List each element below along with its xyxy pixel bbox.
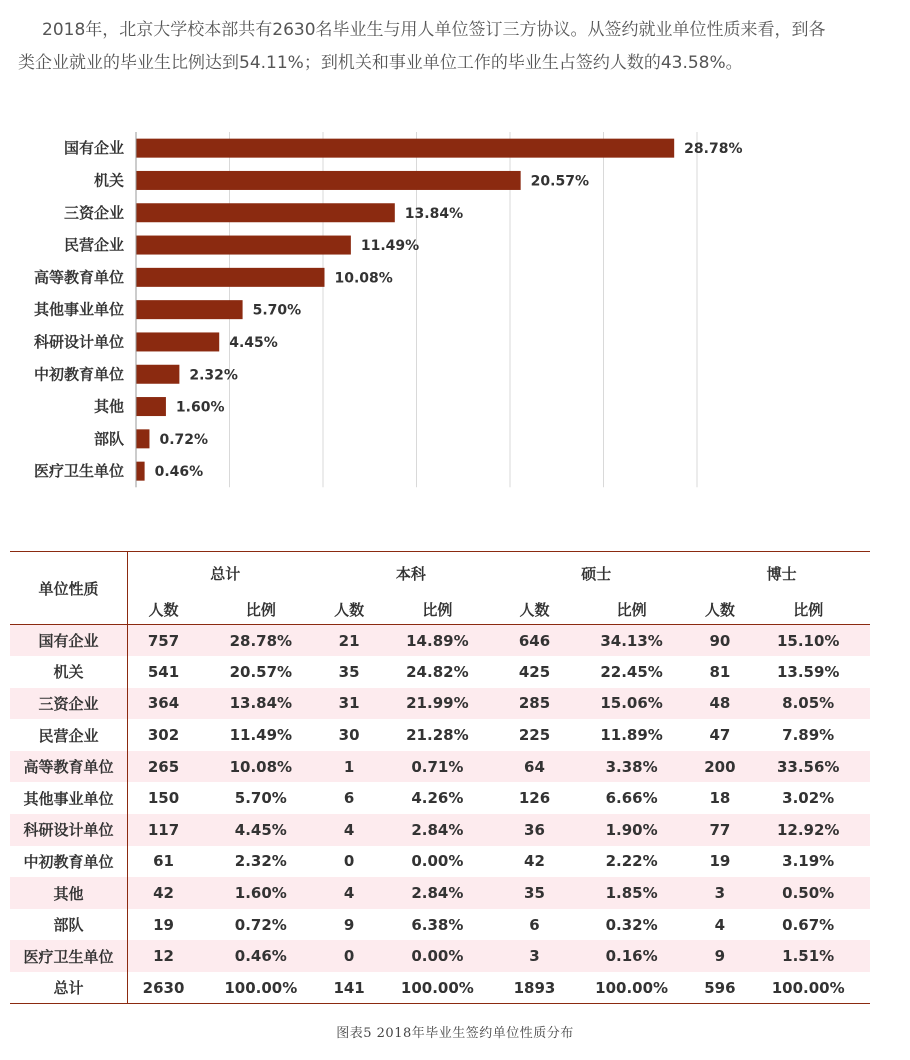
table-cell: 20.57%: [229, 662, 293, 681]
table-cell: 18: [709, 789, 731, 808]
table-cell: 200: [693, 751, 746, 783]
subheader: 比例: [570, 594, 694, 625]
subheader: 比例: [199, 594, 323, 625]
table-cell: 126: [518, 789, 551, 808]
table-cell: 90: [693, 625, 746, 657]
value-label: 20.57%: [530, 173, 589, 190]
category-label: 其他事业单位: [33, 300, 124, 319]
table-cell: 0: [323, 940, 376, 972]
table-cell: 48: [693, 688, 746, 720]
table-cell: 3.19%: [782, 852, 835, 871]
table-cell: 265: [128, 751, 200, 783]
table-cell: 0.72%: [234, 915, 287, 934]
table-cell: 541: [147, 662, 180, 681]
table-cell: 150: [147, 789, 180, 808]
table-row: [10, 940, 870, 972]
row-category: 国有企业: [10, 625, 128, 657]
table-cell: 6: [343, 789, 355, 808]
header-group-bachelor: 本科: [395, 564, 426, 583]
category-label: 中初教育单位: [33, 365, 124, 384]
table-cell: 81: [709, 662, 731, 681]
table-cell: 8.05%: [746, 688, 870, 720]
table-cell: 4.45%: [199, 814, 323, 846]
row-category: 机关: [10, 656, 128, 688]
table-row: [10, 814, 870, 846]
row-category: 总计: [10, 972, 128, 1004]
table-cell: 1: [323, 751, 376, 783]
table-cell: 36: [499, 814, 570, 846]
value-label: 0.72%: [159, 431, 209, 448]
data-table: [10, 551, 870, 1004]
table-cell: 1.60%: [199, 877, 323, 909]
table-cell: 0.71%: [376, 751, 500, 783]
table-row: [10, 719, 870, 751]
row-category: 民营企业: [10, 719, 128, 751]
table-cell: 6.66%: [605, 789, 658, 808]
table-cell: 3.38%: [570, 751, 694, 783]
row-category: 中初教育单位: [10, 846, 128, 878]
table-cell: 2630: [128, 972, 200, 1004]
figure-caption: 图表5 2018年毕业生签约单位性质分布: [336, 1026, 574, 1041]
table-cell: 35: [499, 877, 570, 909]
table-cell: 13.59%: [776, 662, 840, 681]
table-cell: 302: [147, 726, 180, 745]
category-label: 科研设计单位: [33, 332, 124, 351]
table-cell: 42: [524, 852, 545, 871]
table-cell: 5.70%: [234, 789, 287, 808]
table-cell: 14.89%: [376, 625, 500, 657]
table-cell: 22.45%: [600, 662, 663, 681]
table-row: [10, 688, 870, 720]
table-cell: 757: [128, 625, 200, 657]
table-cell: 21.28%: [406, 726, 469, 745]
table-cell: 6.38%: [411, 915, 464, 934]
category-label: 医疗卫生单位: [33, 462, 124, 481]
value-label: 4.45%: [229, 334, 278, 351]
table-row: [10, 877, 870, 909]
intro-line-1: 2018年，北京大学校本部共有2630名毕业生与用人单位签订三方协议。从签约就业单位性质来看，到各: [42, 20, 826, 40]
table-cell: 100.00%: [746, 972, 870, 1004]
table-row: [10, 909, 870, 941]
table-cell: 33.56%: [746, 751, 870, 783]
value-label: 5.70%: [252, 302, 302, 319]
table-cell: 4.26%: [411, 789, 464, 808]
table-cell: 225: [518, 726, 551, 745]
category-label: 民营企业: [63, 236, 124, 255]
category-label: 其他: [93, 397, 124, 416]
table-cell: 31: [323, 688, 376, 720]
table-cell: 15.06%: [570, 688, 694, 720]
table-cell: 35: [338, 662, 360, 681]
bar: [136, 139, 674, 158]
value-label: 1.60%: [175, 399, 225, 416]
table-cell: 9: [343, 915, 355, 934]
table-cell: 100.00%: [376, 972, 500, 1004]
header-group-doctor: 博士: [766, 564, 797, 583]
category-label: 高等教育单位: [33, 268, 124, 287]
table-cell: 0.16%: [570, 940, 694, 972]
table-cell: 13.84%: [199, 688, 323, 720]
category-label: 机关: [93, 171, 124, 190]
table-cell: 12.92%: [746, 814, 870, 846]
table-cell: 100.00%: [199, 972, 323, 1004]
table-cell: 4: [323, 877, 376, 909]
table-row: [10, 782, 870, 814]
table-cell: 34.13%: [570, 625, 694, 657]
row-category: 三资企业: [10, 688, 128, 720]
row-category: 其他事业单位: [10, 782, 128, 814]
table-cell: 42: [128, 877, 200, 909]
table-cell: 2.84%: [376, 877, 500, 909]
table-cell: 3.02%: [782, 789, 835, 808]
row-category: 高等教育单位: [10, 751, 128, 783]
table-cell: 0.46%: [199, 940, 323, 972]
table-cell: 364: [128, 688, 200, 720]
table-cell: 24.82%: [406, 662, 469, 681]
table-cell: 9: [693, 940, 746, 972]
table-cell: 6: [529, 915, 540, 934]
bar-chart: [0, 110, 910, 500]
category-label: 三资企业: [63, 203, 124, 222]
table-cell: 10.08%: [199, 751, 323, 783]
value-label: 11.49%: [360, 238, 420, 255]
subheader: 人数: [128, 594, 200, 625]
table-cell: 646: [499, 625, 570, 657]
table-cell: 21: [323, 625, 376, 657]
row-category: 其他: [10, 877, 128, 909]
bar: [136, 397, 166, 416]
intro-paragraph: [18, 14, 898, 80]
table-row: [10, 656, 870, 688]
bar: [136, 268, 324, 287]
table-cell: 0.32%: [605, 915, 658, 934]
table-cell: 4: [323, 814, 376, 846]
table-cell: 0.00%: [376, 940, 500, 972]
value-label: 2.32%: [189, 367, 238, 384]
table-cell: 30: [338, 726, 360, 745]
table-cell: 0: [343, 852, 355, 871]
bar: [136, 300, 243, 319]
table-cell: 1.51%: [746, 940, 870, 972]
table-cell: 12: [128, 940, 200, 972]
subheader: 人数: [323, 594, 376, 625]
subheader: 比例: [746, 594, 870, 625]
table-cell: 15.10%: [746, 625, 870, 657]
table-body: [10, 625, 870, 1004]
category-label: 部队: [93, 429, 124, 448]
table-cell: 0.00%: [411, 852, 464, 871]
table-cell: 64: [499, 751, 570, 783]
bar: [136, 429, 149, 448]
value-label: 28.78%: [684, 141, 743, 158]
table-cell: 61: [153, 852, 174, 871]
table-cell: 11.49%: [229, 726, 293, 745]
bar: [136, 203, 395, 222]
value-label: 13.84%: [404, 205, 464, 222]
table-cell: 7.89%: [782, 726, 835, 745]
row-category: 医疗卫生单位: [10, 940, 128, 972]
intro-line-2: 类企业就业的毕业生比例达到54.11%；到机关和事业单位工作的毕业生占签约人数的43.58%。: [18, 53, 743, 73]
bar: [136, 171, 521, 190]
header-category: 单位性质: [10, 552, 128, 625]
table-cell: 3: [693, 877, 746, 909]
bar: [136, 236, 351, 255]
table-cell: 0.67%: [782, 915, 835, 934]
table-cell: 19: [709, 852, 731, 871]
table-row: [10, 846, 870, 878]
table-row: [10, 751, 870, 783]
table-cell: 2.22%: [605, 852, 658, 871]
table-cell: 77: [693, 814, 746, 846]
table-cell: 425: [518, 662, 551, 681]
table-cell: 21.99%: [376, 688, 500, 720]
subheader: 人数: [499, 594, 570, 625]
table-cell: 4: [714, 915, 726, 934]
table-cell: 47: [709, 726, 731, 745]
header-group-master: 硕士: [581, 564, 612, 583]
value-label: 0.46%: [154, 464, 204, 481]
table-row: [10, 625, 870, 657]
table-cell: 1.85%: [570, 877, 694, 909]
category-label: 国有企业: [63, 139, 124, 158]
table-cell: 3: [499, 940, 570, 972]
bar: [136, 332, 219, 351]
table-cell: 1893: [499, 972, 570, 1004]
value-label: 10.08%: [334, 270, 393, 287]
table-cell: 285: [499, 688, 570, 720]
table-cell: 0.50%: [746, 877, 870, 909]
row-category: 科研设计单位: [10, 814, 128, 846]
table-cell: 11.89%: [600, 726, 663, 745]
table-cell: 2.32%: [234, 852, 287, 871]
bar: [136, 462, 145, 481]
table-cell: 28.78%: [199, 625, 323, 657]
table-row: [10, 972, 870, 1004]
table-cell: 100.00%: [570, 972, 694, 1004]
table-cell: 19: [153, 915, 174, 934]
bar: [136, 365, 179, 384]
table-cell: 1.90%: [570, 814, 694, 846]
table-cell: 141: [323, 972, 376, 1004]
subheader: 人数: [693, 594, 746, 625]
row-category: 部队: [10, 909, 128, 941]
header-group-total: 总计: [210, 564, 241, 583]
table-cell: 117: [128, 814, 200, 846]
table-cell: 2.84%: [376, 814, 500, 846]
table-cell: 596: [693, 972, 746, 1004]
subheader: 比例: [376, 594, 500, 625]
